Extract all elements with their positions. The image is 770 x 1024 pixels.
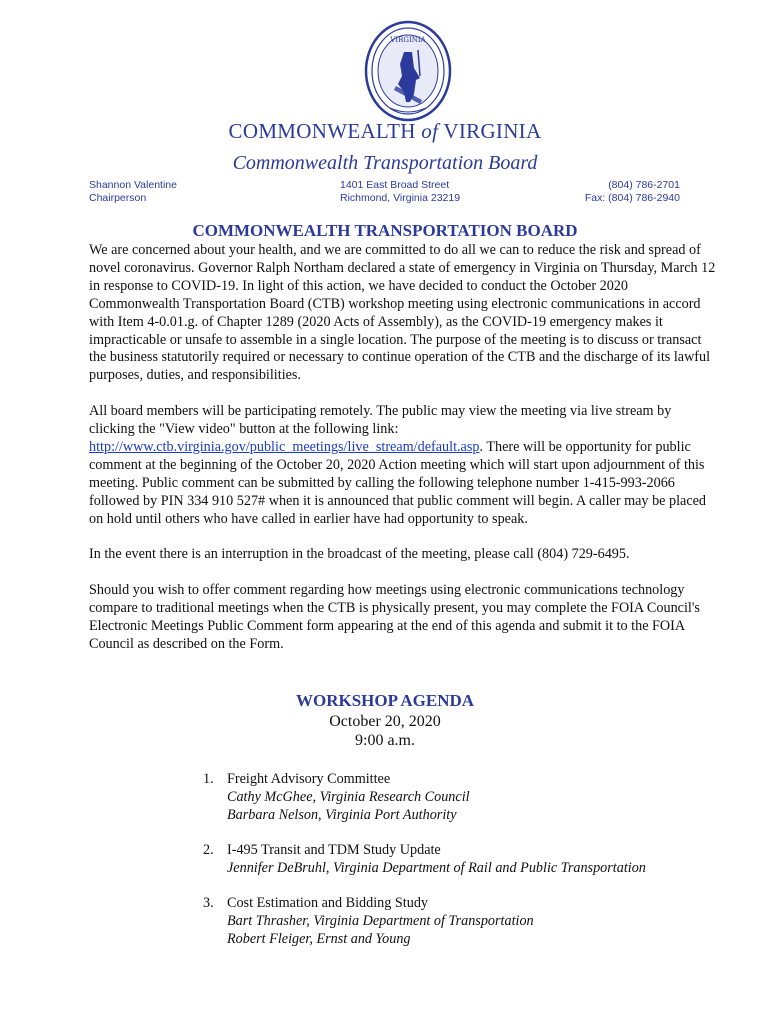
agenda-item-title: I-495 Transit and TDM Study Update bbox=[227, 842, 441, 858]
agenda-time: 9:00 a.m. bbox=[355, 732, 415, 749]
agenda-item: 2. I-495 Transit and TDM Study Update Jennifer DeBruhl, Virginia Department of Rail and Public Transportation bbox=[203, 842, 646, 876]
document-body bbox=[89, 242, 719, 672]
document-title: COMMONWEALTH TRANSPORTATION BOARD bbox=[192, 221, 578, 240]
agenda-item: 1. Freight Advisory Committee Cathy McGhee, Virginia Research Council Barbara Nelson, Virginia Port Authority bbox=[203, 771, 470, 823]
presenter: Bart Thrasher, Virginia Department of Transportation bbox=[227, 913, 534, 929]
presenter: Jennifer DeBruhl, Virginia Department of Rail and Public Transportation bbox=[227, 860, 646, 876]
presenter: Robert Fleiger, Ernst and Young bbox=[227, 931, 411, 947]
livestream-link[interactable]: http://www.ctb.virginia.gov/public_meetings/live_stream/default.asp bbox=[89, 438, 480, 455]
virginia-seal-logo bbox=[364, 20, 452, 122]
org-name: COMMONWEALTH of VIRGINIA bbox=[228, 119, 542, 143]
presenter: Barbara Nelson, Virginia Port Authority bbox=[227, 807, 457, 823]
agenda-item-title: Freight Advisory Committee bbox=[227, 771, 391, 787]
agenda-heading: WORKSHOP AGENDA bbox=[295, 691, 475, 710]
address-line2: Richmond, Virginia 23219 bbox=[340, 192, 461, 204]
contact-block bbox=[585, 179, 680, 205]
phone: (804) 786-2701 bbox=[608, 179, 680, 191]
presenter: Cathy McGhee, Virginia Research Council bbox=[227, 789, 470, 805]
board-name: Commonwealth Transportation Board bbox=[232, 152, 538, 174]
chair-name: Shannon Valentine bbox=[89, 179, 177, 191]
agenda-date: October 20, 2020 bbox=[329, 713, 441, 730]
paragraph-foia: Should you wish to offer comment regarding how meetings using electronic communications technology compare to traditional meetings when the CTB is physically present, you may complete the FOIA Council's Electronic Meetings Public Comment form appearing at the end of this agenda and submit it to the FOIA Council as described on the Form. bbox=[89, 582, 700, 652]
paragraph-covid: We are concerned about your health, and we are committed to do all we can to reduce the risk and spread of novel coronavirus. Governor Ralph Northam declared a state of emergency in Virginia on Thursday, March 12 in response to COVID-19. In light of this action, we have decided to conduct the October 2020 Commonwealth Transportation Board (CTB) workshop meeting using electronic communications in accord with Item 4-0.01.g. of Chapter 1289 (2020 Acts of Assembly), as the COVID-19 emergency makes it impracticable or unsafe to assemble in a single location. The purpose of the meeting is to discuss or transact the business statutorily required or necessary to continue operation of the CTB and the discharge of its lawful purposes, duties, and responsibilities. bbox=[89, 242, 716, 384]
svg-text:VIRGINIA: VIRGINIA bbox=[390, 36, 426, 44]
address-line1: 1401 East Broad Street bbox=[340, 179, 450, 191]
address-block bbox=[340, 179, 460, 205]
paragraph-livestream: All board members will be participating remotely. The public may view the meeting via live stream by clicking the "View video" button at the following link: http://www.ctb.virginia.gov/public_meetings/live_stream/default.asp. There will be opportunity for public comment at the beginning of the October 20, 2020 Action meeting which will start upon adjournment of this meeting. Public comment can be submitted by calling the following telephone number 1-415-993-2066 followed by PIN 334 910 527# when it is announced that public comment will begin. A caller may be placed on hold until others who have called in earlier have had opportunity to speak. bbox=[89, 403, 707, 527]
agenda-item: 3. Cost Estimation and Bidding Study Bart Thrasher, Virginia Department of Transportation Robert Fleiger, Ernst and Young bbox=[203, 895, 534, 947]
agenda-item-title: Cost Estimation and Bidding Study bbox=[227, 895, 429, 911]
chair-block bbox=[89, 179, 177, 205]
fax: Fax: (804) 786-2940 bbox=[584, 192, 680, 204]
paragraph-interruption: In the event there is an interruption in the broadcast of the meeting, please call (804) 729-6495. bbox=[89, 546, 630, 563]
chair-title: Chairperson bbox=[89, 192, 147, 204]
agenda-list bbox=[203, 770, 723, 965]
agenda-header bbox=[0, 690, 770, 750]
